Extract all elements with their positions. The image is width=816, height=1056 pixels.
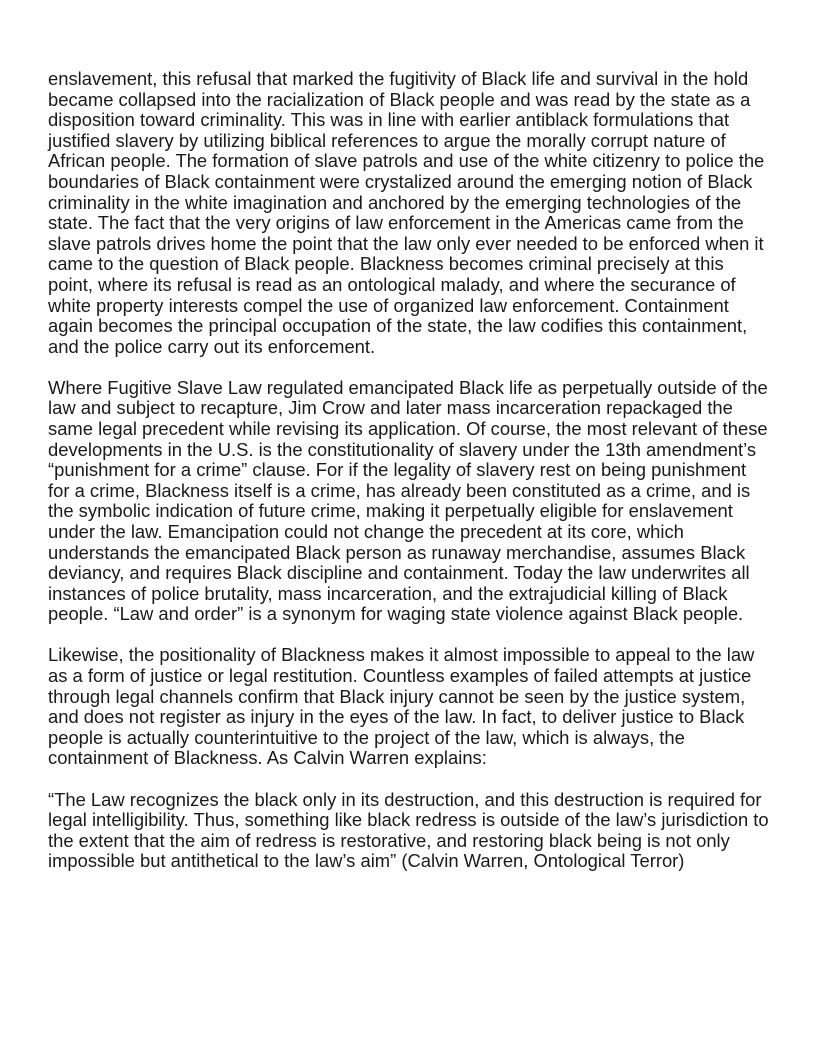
paragraph-enslavement: enslavement, this refusal that marked the fugitivity of Black life and survival in the hold became collapsed into the racialization of Black people and was read by the state as a disposition toward criminality. This was in line with earlier antiblack formulations that justified slavery by utilizing biblical references to argue the morally corrupt nature of African people. The formation of slave patrols and use of the white citizenry to police the boundaries of Black containment were crystalized around the emerging notion of Black criminality in the white imagination and anchored by the emerging technologies of the state. The fact that the very origins of law enforcement in the Americas came from the slave patrols drives home the point that the law only ever needed to be enforced when it came to the question of Black people. Blackness becomes criminal precisely at this point, where its refusal is read as an ontological malady, and where the securance of white property interests compel the use of organized law enforcement. Containment again becomes the principal occupation of the state, the law codifies this containment, and the police carry out its enforcement. bbox=[48, 68, 765, 357]
block-quote-calvin-warren: “The Law recognizes the black only in its destruction, and this destruction is required for legal intelligibility. Thus, something like black redress is outside of the law’s jurisdiction to the extent that the aim of redress is restorative, and restoring black being is not only impossible but antithetical to the law’s aim” (Calvin Warren, Ontological Terror) bbox=[48, 788, 769, 872]
paragraph-fugitive-slave-law: Where Fugitive Slave Law regulated emancipated Black life as perpetually outside of the law and subject to recapture, Jim Crow and later mass incarceration repackaged the same legal precedent while revising its application. Of course, the most relevant of these developments in the U.S. is the constitutionality of slavery under the 13th amendment’s “punishment for a crime” clause. For if the legality of slavery rest on being punishment for a crime, Blackness itself is a crime, has already been constituted as a crime, and is the symbolic indication of future crime, making it perpetually eligible for enslavement under the law. Emancipation could not change the precedent at its core, which understands the emancipated Black person as runaway merchandise, assumes Black deviancy, and requires Black discipline and containment. Today the law underwrites all instances of police brutality, mass incarceration, and the extrajudicial killing of Black people. “Law and order” is a synonym for waging state violence against Black people. bbox=[48, 376, 768, 625]
paragraph-positionality: Likewise, the positionality of Blackness makes it almost impossible to appeal to the law as a form of justice or legal restitution. Countless examples of failed attempts at justice through legal channels confirm that Black injury cannot be seen by the justice system, and does not register as injury in the eyes of the law. In fact, to deliver justice to Black people is actually counterintuitive to the project of the law, which is always, the containment of Blackness. As Calvin Warren explains: bbox=[48, 644, 755, 769]
document-page bbox=[48, 69, 770, 892]
